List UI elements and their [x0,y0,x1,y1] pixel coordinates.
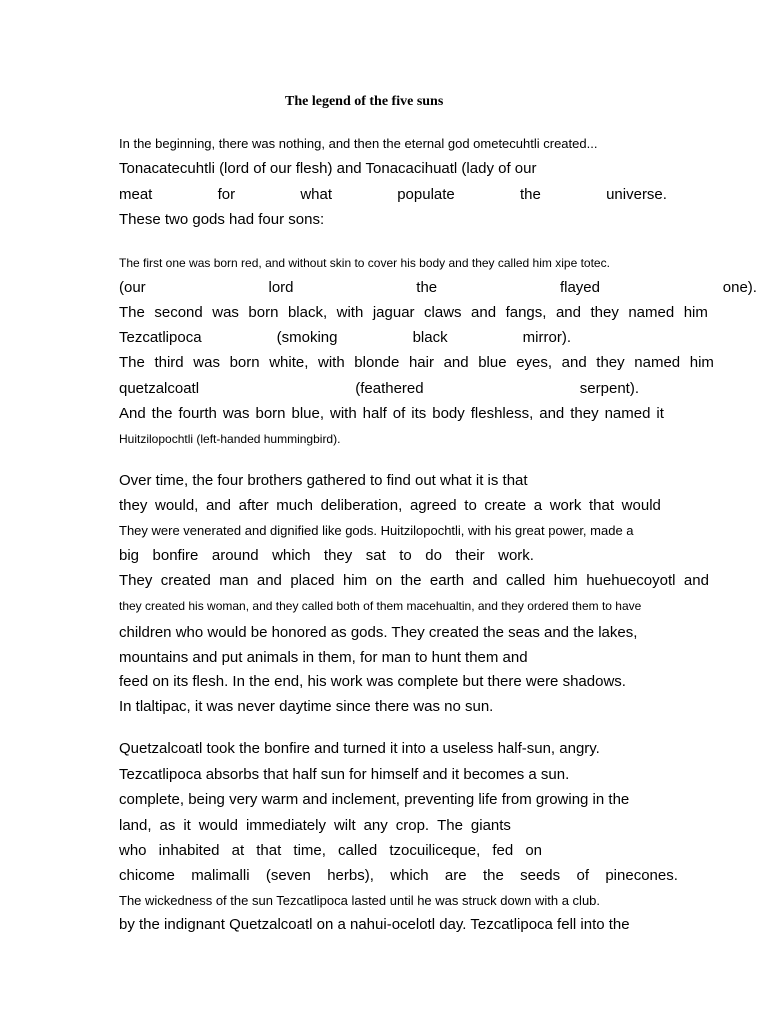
text-line: complete, being very warm and inclement, preventing life from growing in the [119,791,630,808]
text-line: Quetzalcoatl took the bonfire and turned it into a useless half-sun, angry. [119,740,600,757]
text-line: In tlaltipac, it was never daytime since there was no sun. [119,698,494,715]
text-line: mountains and put animals in them, for man to hunt them and [119,649,528,666]
text-line: The second was born black, with jaguar claws and fangs, and they named him [119,304,708,321]
document-title: The legend of the five suns [285,94,444,109]
text-line: feed on its flesh. In the end, his work was complete but there were shadows. [119,673,626,690]
text-line: Tezcatlipoca absorbs that half sun for himself and it becomes a sun. [119,766,570,783]
text-line: children who would be honored as gods. They created the seas and the lakes, [119,624,638,641]
text-line: These two gods had four sons: [119,211,325,228]
text-line: who inhabited at that time, called tzocuiliceque, fed on [119,842,542,859]
text-line: Tonacatecuhtli (lord of our flesh) and Tonacacihuatl (lady of our [119,160,537,177]
text-line: Over time, the four brothers gathered to find out what it is that [119,472,528,489]
text-line: They created man and placed him on the earth and called him huehuecoyotl and [119,572,709,589]
text-line: The third was born white, with blonde hair and blue eyes, and they named him [119,354,714,371]
text-line: quetzalcoatl (feathered serpent). [119,380,639,397]
text-line: (our lord the flayed one). [119,279,757,296]
text-line: And the fourth was born blue, with half of its body fleshless, and they named it [119,405,664,422]
text-line: The first one was born red, and without skin to cover his body and they called him xipe totec. [119,256,610,270]
text-line: The wickedness of the sun Tezcatlipoca lasted until he was struck down with a club. [119,893,601,908]
text-line: big bonfire around which they sat to do their work. [119,547,534,564]
text-line: Huitzilopochtli (left-handed hummingbird). [119,432,341,446]
text-line: by the indignant Quetzalcoatl on a nahui-ocelotl day. Tezcatlipoca fell into the [119,916,630,933]
text-line: They were venerated and dignified like gods. Huitzilopochtli, with his great power, made a [119,523,634,538]
text-line: chicome malimalli (seven herbs), which are the seeds of pinecones. [119,867,678,884]
text-line: meat for what populate the universe. [119,186,667,203]
text-line: they created his woman, and they called both of them macehualtin, and they ordered them to have [119,599,642,613]
text-line: In the beginning, there was nothing, and then the eternal god ometecuhtli created... [119,136,598,151]
text-line: Tezcatlipoca (smoking black mirror). [119,329,571,346]
text-line: they would, and after much deliberation, agreed to create a work that would [119,497,661,514]
text-line: land, as it would immediately wilt any crop. The giants [119,817,511,834]
